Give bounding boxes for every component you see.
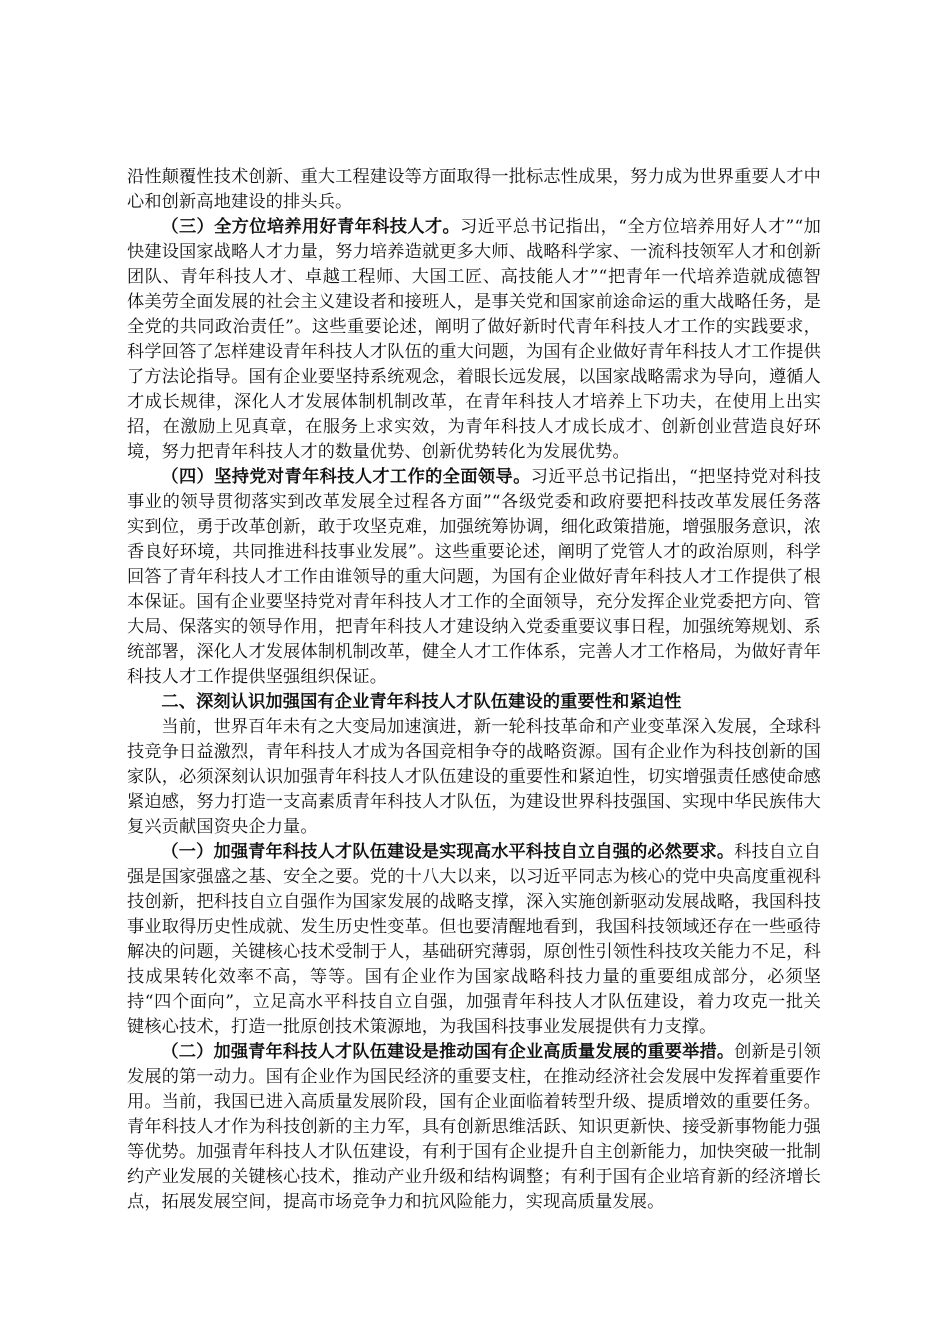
subsection-2-paragraph (127, 1040, 821, 1215)
paragraph-text: 沿性颠覆性技术创新、重大工程建设等方面取得一批标志性成果，努力成为世界重要人才中心和创新高地建设的排头兵。 (127, 167, 821, 212)
subsection-1-body: 科技自立自强是国家强盛之基、安全之要。党的十八大以来，以习近平同志为核心的党中央高度重视科技创新，把科技自立自强作为国家发展的战略支撑，深入实施创新驱动发展战略，我国科技事业取得历史性成就、发生历史性变革。但也要清醒地看到，我国科技领域还存在一些亟待解决的问题，关键核心技术受制于人，基础研究薄弱，原创性引领性科技攻关能力不足，科技成果转化效率不高，等等。国有企业作为国家战略科技力量的重要组成部分，必须坚持“四个面向”，立足高水平科技自立自强，加强青年科技人才队伍建设，着力攻克一批关键核心技术，打造一批原创技术策源地，为我国科技事业发展提供有力支撑。 (127, 842, 821, 1037)
section-4-paragraph (127, 465, 821, 690)
section-heading-2-text: 二、深刻认识加强国有企业青年科技人才队伍建设的重要性和紧迫性 (161, 692, 682, 712)
continued-paragraph (127, 165, 821, 215)
subsection-1-paragraph (127, 840, 821, 1040)
document-body (127, 165, 821, 1215)
section-3-lead: （三）全方位培养用好青年科技人才。 (161, 217, 461, 237)
subsection-2-body: 创新是引领发展的第一动力。国有企业作为国民经济的重要支柱，在推动经济社会发展中发挥着重要作用。当前，我国已进入高质量发展阶段，国有企业面临着转型升级、提质增效的重要任务。青年科技人才作为科技创新的主力军，具有创新思维活跃、知识更新快、接受新事物能力强等优势。加强青年科技人才队伍建设，有利于国有企业提升自主创新能力，加快突破一批制约产业发展的关键核心技术，推动产业升级和结构调整；有利于国有企业培育新的经济增长点，拓展发展空间，提高市场竞争力和抗风险能力，实现高质量发展。 (127, 1042, 821, 1212)
section-3-paragraph (127, 215, 821, 465)
section-4-lead: （四）坚持党对青年科技人才工作的全面领导。 (161, 467, 531, 487)
section-2-intro-text: 当前，世界百年未有之大变局加速演进，新一轮科技革命和产业变革深入发展，全球科技竞争日益激烈，青年科技人才成为各国竞相争夺的战略资源。国有企业作为科技创新的国家队，必须深刻认识加强青年科技人才队伍建设的重要性和紧迫性，切实增强责任感使命感紧迫感，努力打造一支高素质青年科技人才队伍，为建设世界科技强国、实现中华民族伟大复兴贡献国资央企力量。 (127, 717, 821, 837)
section-heading-2 (127, 690, 821, 715)
section-3-body: 习近平总书记指出，“全方位培养用好人才”“加快建设国家战略人才力量，努力培养造就更多大师、战略科学家、一流科技领军人才和创新团队、青年科技人才、卓越工程师、大国工匠、高技能人才”“把青年一代培养造就成德智体美劳全面发展的社会主义建设者和接班人，是事关党和国家前途命运的重大战略任务，是全党的共同政治责任”。这些重要论述，阐明了做好新时代青年科技人才工作的实践要求，科学回答了怎样建设青年科技人才队伍的重大问题，为国有企业做好青年科技人才工作提供了方法论指导。国有企业要坚持系统观念，着眼长远发展，以国家战略需求为导向，遵循人才成长规律，深化人才发展体制机制改革，在青年科技人才培养上下功夫，在使用上出实招，在激励上见真章，在服务上求实效，为青年科技人才成长成才、创新创业营造良好环境，努力把青年科技人才的数量优势、创新优势转化为发展优势。 (127, 217, 821, 462)
subsection-1-lead: （一）加强青年科技人才队伍建设是实现高水平科技自立自强的必然要求。 (161, 842, 735, 862)
section-4-body: 习近平总书记指出，“把坚持党对科技事业的领导贯彻落实到改革发展全过程各方面”“各级党委和政府要把科技改革发展任务落实到位，勇于改革创新，敢于攻坚克难，加强统筹协调，细化政策措施，增强服务意识，浓香良好环境，共同推进科技事业发展”。这些重要论述，阐明了党管人才的政治原则，科学回答了青年科技人才工作由谁领导的重大问题，为国有企业做好青年科技人才工作提供了根本保证。国有企业要坚持党对青年科技人才工作的全面领导，充分发挥企业党委把方向、管大局、保落实的领导作用，把青年科技人才建设纳入党委重要议事日程，加强统筹规划、系统部署，深化人才发展体制机制改革，健全人才工作体系，完善人才工作格局，为做好青年科技人才工作提供坚强组织保证。 (127, 467, 821, 687)
subsection-2-lead: （二）加强青年科技人才队伍建设是推动国有企业高质量发展的重要举措。 (161, 1042, 735, 1062)
section-2-intro-paragraph (127, 715, 821, 840)
